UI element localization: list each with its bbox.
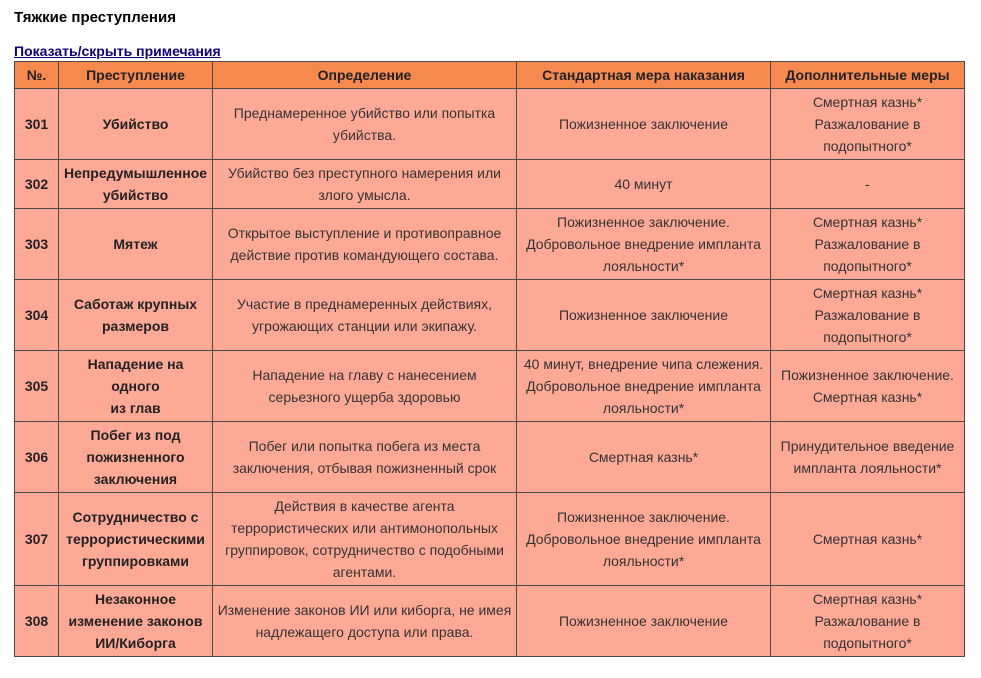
cell-text-line: Смертная казнь* [812, 591, 923, 607]
cell-number: 306 [15, 422, 59, 493]
cell-crime [59, 280, 213, 351]
cell-text-line: Смертная казнь* [812, 214, 923, 230]
cell-text-line: Добровольное внедрение импланта [526, 378, 761, 394]
cell-text-line: Действия в качестве агента [274, 498, 455, 514]
cell-text-line: Принудительное введение [780, 438, 955, 454]
table-row [15, 280, 965, 351]
table-row [15, 209, 965, 280]
cell-text-line: действие против командующего состава. [230, 247, 499, 263]
cell-text-line: Разжалование в [814, 236, 921, 252]
cell-text-line: лояльности* [602, 258, 685, 274]
table-row [15, 160, 965, 209]
cell-text-line: Непредумышленное [63, 165, 208, 181]
cell-crime [59, 160, 213, 209]
cell-text-line: Добровольное внедрение импланта [526, 531, 761, 547]
cell-text-line: - [865, 176, 870, 192]
cell-text-line: Пожизненное заключение. [781, 367, 954, 383]
cell-number: 305 [15, 351, 59, 422]
page-title: Тяжкие преступления [14, 9, 176, 26]
cell-extra-measures [771, 280, 965, 351]
header-definition: Определение [213, 62, 517, 89]
cell-standard-punishment [517, 89, 771, 160]
cell-standard-punishment [517, 493, 771, 586]
cell-text-line: Нападение на одного [87, 356, 184, 394]
cell-definition [213, 160, 517, 209]
cell-text-line: Разжалование в [814, 613, 921, 629]
cell-text-line: серьезного ущерба здоровью [268, 389, 461, 405]
cell-standard-punishment [517, 586, 771, 657]
cell-standard-punishment [517, 422, 771, 493]
header-extra-measures: Дополнительные меры [771, 62, 965, 89]
cell-text-line: подопытного* [823, 635, 912, 651]
cell-definition [213, 89, 517, 160]
cell-text-line: Убийство [102, 116, 169, 132]
cell-definition [213, 586, 517, 657]
cell-text-line: Смертная казнь* [812, 531, 923, 547]
cell-text-line: убийства. [332, 127, 397, 143]
header-standard-punishment: Стандартная мера наказания [517, 62, 771, 89]
cell-number: 307 [15, 493, 59, 586]
cell-extra-measures [771, 89, 965, 160]
cell-text-line: террористических или антимонопольных [231, 520, 498, 536]
cell-extra-measures [771, 422, 965, 493]
cell-text-line: Побег или попытка побега из места [248, 438, 481, 454]
cell-standard-punishment [517, 209, 771, 280]
cell-text-line: Нападение на главу с нанесением [252, 367, 477, 383]
cell-text-line: Разжалование в [814, 307, 921, 323]
cell-text-line: заключения [93, 471, 178, 487]
cell-text-line: Преднамеренное убийство или попытка [233, 105, 496, 121]
cell-extra-measures [771, 493, 965, 586]
cell-number: 308 [15, 586, 59, 657]
cell-text-line: изменение законов [68, 613, 203, 629]
cell-text-line: Смертная казнь* [812, 94, 923, 110]
table-row [15, 493, 965, 586]
cell-text-line: подопытного* [823, 329, 912, 345]
cell-extra-measures [771, 160, 965, 209]
cell-text-line: Смертная казнь* [812, 285, 923, 301]
cell-crime [59, 586, 213, 657]
cell-text-line: Пожизненное заключение [558, 116, 728, 132]
cell-standard-punishment [517, 280, 771, 351]
table-header-row [15, 62, 965, 89]
cell-definition [213, 280, 517, 351]
cell-text-line: Пожизненное заключение [558, 307, 728, 323]
header-number: №. [15, 62, 59, 89]
cell-standard-punishment [517, 160, 771, 209]
cell-text-line: ИИ/Киборга [95, 635, 176, 651]
cell-definition [213, 493, 517, 586]
cell-text-line: группировок, сотрудничество с подобными [225, 542, 504, 558]
cell-text-line: Побег из под [90, 427, 181, 443]
cell-text-line: Смертная казнь* [812, 389, 923, 405]
cell-text-line: Участие в преднамеренных действиях, [236, 296, 493, 312]
cell-text-line: размеров [102, 318, 169, 334]
cell-text-line: лояльности* [602, 400, 685, 416]
cell-text-line: 40 минут, внедрение чипа слежения. [523, 356, 764, 372]
cell-standard-punishment [517, 351, 771, 422]
cell-crime [59, 209, 213, 280]
cell-number: 302 [15, 160, 59, 209]
cell-text-line: импланта лояльности* [793, 460, 942, 476]
cell-definition [213, 209, 517, 280]
cell-extra-measures [771, 209, 965, 280]
cell-text-line: заключения, отбывая пожизненный срок [232, 460, 497, 476]
cell-crime [59, 351, 213, 422]
table-row [15, 586, 965, 657]
cell-text-line: подопытного* [823, 138, 912, 154]
table-row [15, 351, 965, 422]
cell-text-line: Открытое выступление и противоправное [227, 225, 502, 241]
cell-text-line: группировками [82, 553, 189, 569]
table-row [15, 422, 965, 493]
cell-text-line: лояльности* [602, 553, 685, 569]
cell-text-line: Мятеж [113, 236, 158, 252]
cell-text-line: Сотрудничество с [72, 509, 199, 525]
cell-number: 303 [15, 209, 59, 280]
header-crime: Преступление [59, 62, 213, 89]
cell-text-line: Пожизненное заключение [558, 613, 728, 629]
cell-text-line: из глав [110, 400, 161, 416]
cell-text-line: агентами. [332, 564, 397, 580]
cell-text-line: Добровольное внедрение импланта [526, 236, 761, 252]
cell-text-line: Незаконное [94, 591, 177, 607]
cell-text-line: Саботаж крупных [73, 296, 198, 312]
cell-text-line: Пожизненное заключение. [557, 509, 730, 525]
toggle-notes-link[interactable]: Показать/скрыть примечания [14, 43, 221, 59]
cell-definition [213, 422, 517, 493]
cell-crime [59, 89, 213, 160]
cell-text-line: Изменение законов ИИ или киборга, не имея [217, 602, 512, 618]
cell-crime [59, 422, 213, 493]
cell-text-line: террористическими [66, 531, 205, 547]
table-row [15, 89, 965, 160]
cell-definition [213, 351, 517, 422]
cell-crime [59, 493, 213, 586]
cell-text-line: Смертная казнь* [588, 449, 699, 465]
cell-text-line: подопытного* [823, 258, 912, 274]
cell-extra-measures [771, 586, 965, 657]
cell-extra-measures [771, 351, 965, 422]
cell-text-line: убийство [102, 187, 169, 203]
cell-text-line: 40 минут [614, 176, 673, 192]
cell-text-line: угрожающих станции или экипажу. [252, 318, 477, 334]
cell-text-line: Пожизненное заключение. [557, 214, 730, 230]
cell-number: 301 [15, 89, 59, 160]
crimes-table [14, 61, 965, 657]
cell-text-line: Разжалование в [814, 116, 921, 132]
cell-text-line: Убийство без преступного намерения или [228, 165, 501, 181]
cell-text-line: пожизненного [86, 449, 185, 465]
cell-number: 304 [15, 280, 59, 351]
cell-text-line: надлежащего доступа или права. [255, 624, 474, 640]
cell-text-line: злого умысла. [318, 187, 411, 203]
